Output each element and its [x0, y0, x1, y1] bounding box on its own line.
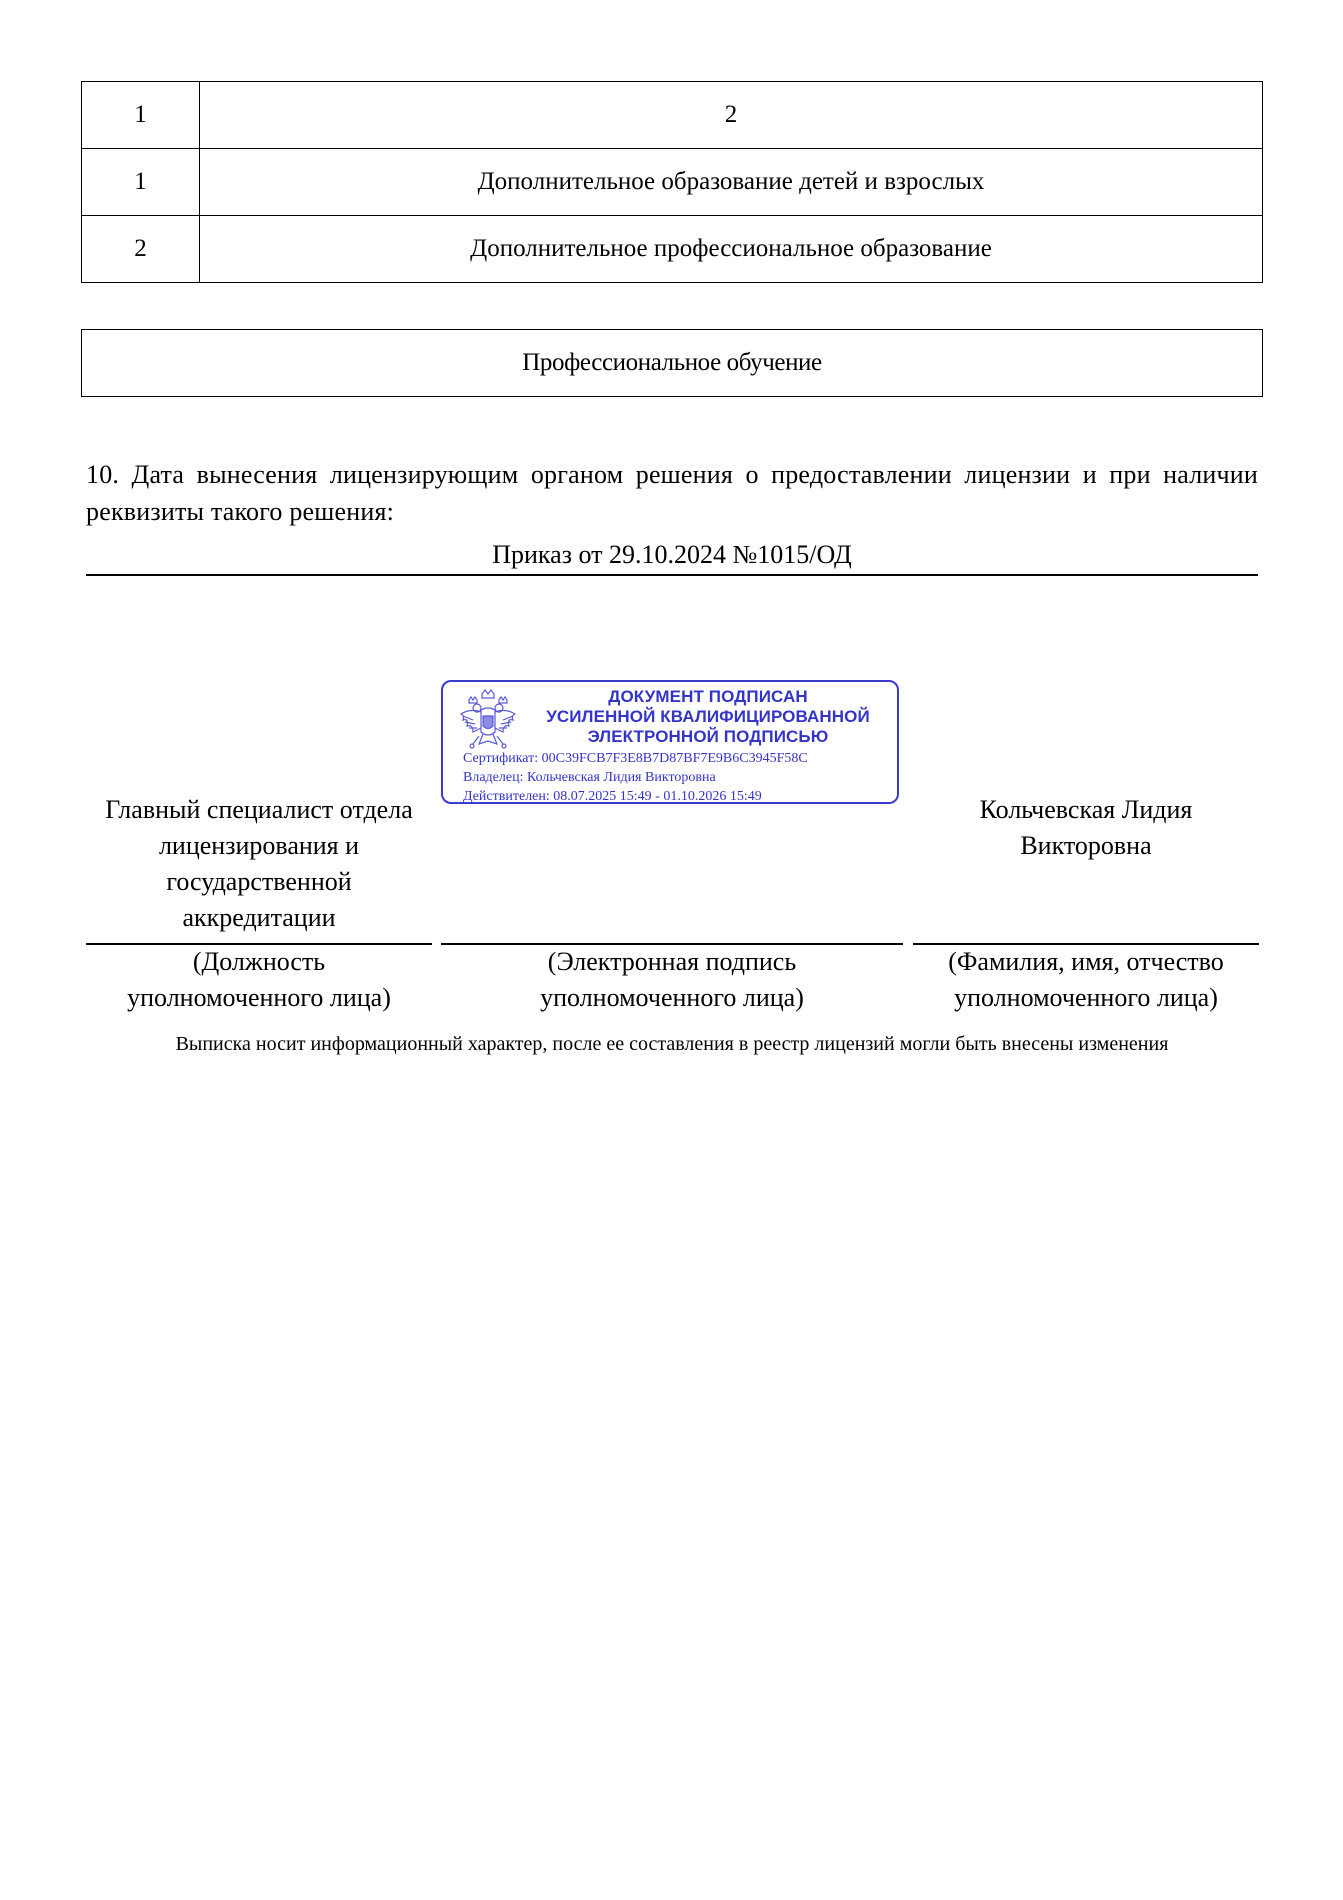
section-heading: Профессиональное обучение [522, 349, 822, 376]
order-reference: Приказ от 29.10.2024 №1015/ОД [492, 540, 852, 569]
table-cell-text: 2 [200, 82, 1263, 149]
position-line: лицензирования и [158, 831, 360, 860]
caption-signature [441, 944, 903, 1016]
table-row [82, 82, 1263, 149]
position-line: аккредитации [182, 903, 336, 932]
table-cell-text: Дополнительное образование детей и взрослых [200, 149, 1263, 216]
name-line: Викторовна [1020, 831, 1152, 860]
caption-name [913, 944, 1259, 1016]
coat-of-arms-icon [455, 688, 521, 758]
table-cell-text: Дополнительное профессиональное образование [200, 216, 1263, 283]
table-row [82, 149, 1263, 216]
position-line: государственной [166, 867, 352, 896]
stamp-title-line: УСИЛЕННОЙ КВАЛИФИЦИРОВАННОЙ [546, 707, 870, 726]
caption-line: уполномоченного лица) [540, 983, 804, 1012]
name-line: Кольчевская Лидия [979, 795, 1193, 824]
official-name [913, 792, 1259, 864]
caption-line: (Фамилия, имя, отчество [948, 947, 1224, 976]
caption-line: (Электронная подпись [547, 947, 797, 976]
stamp-title-line: ЭЛЕКТРОННОЙ ПОДПИСЬЮ [587, 727, 829, 746]
caption-line: уполномоченного лица) [954, 983, 1218, 1012]
stamp-details [463, 749, 893, 806]
table-row [82, 216, 1263, 283]
education-table [81, 81, 1263, 283]
stamp-certificate: Сертификат: 00C39FCB7F3E8B7D87BF7E9B6C3945F58C [463, 751, 808, 766]
stamp-validity: Действителен: 08.07.2025 15:49 - 01.10.2026 15:49 [463, 789, 762, 804]
table-cell-number: 1 [82, 82, 200, 149]
stamp-title-line: ДОКУМЕНТ ПОДПИСАН [608, 687, 808, 706]
stamp-title [523, 687, 893, 747]
table-cell-number: 2 [82, 216, 200, 283]
item-10-text: 10. Дата вынесения лицензирующим органом решения о предоставлении лицензии и при наличии реквизиты такого решения: [86, 460, 1258, 526]
caption-line: уполномоченного лица) [127, 983, 391, 1012]
electronic-signature-stamp [441, 680, 899, 804]
caption-position [86, 944, 432, 1016]
stamp-owner: Владелец: Кольчевская Лидия Викторовна [463, 770, 716, 785]
position-line: Главный специалист отдела [105, 795, 413, 824]
table-cell-number: 1 [82, 149, 200, 216]
official-position [86, 792, 432, 936]
section-heading-box [81, 329, 1263, 397]
caption-line: (Должность [192, 947, 326, 976]
order-underline [86, 574, 1258, 576]
disclaimer-footnote: Выписка носит информационный характер, после ее составления в реестр лицензий могли быть внесены изменения [175, 1033, 1169, 1055]
